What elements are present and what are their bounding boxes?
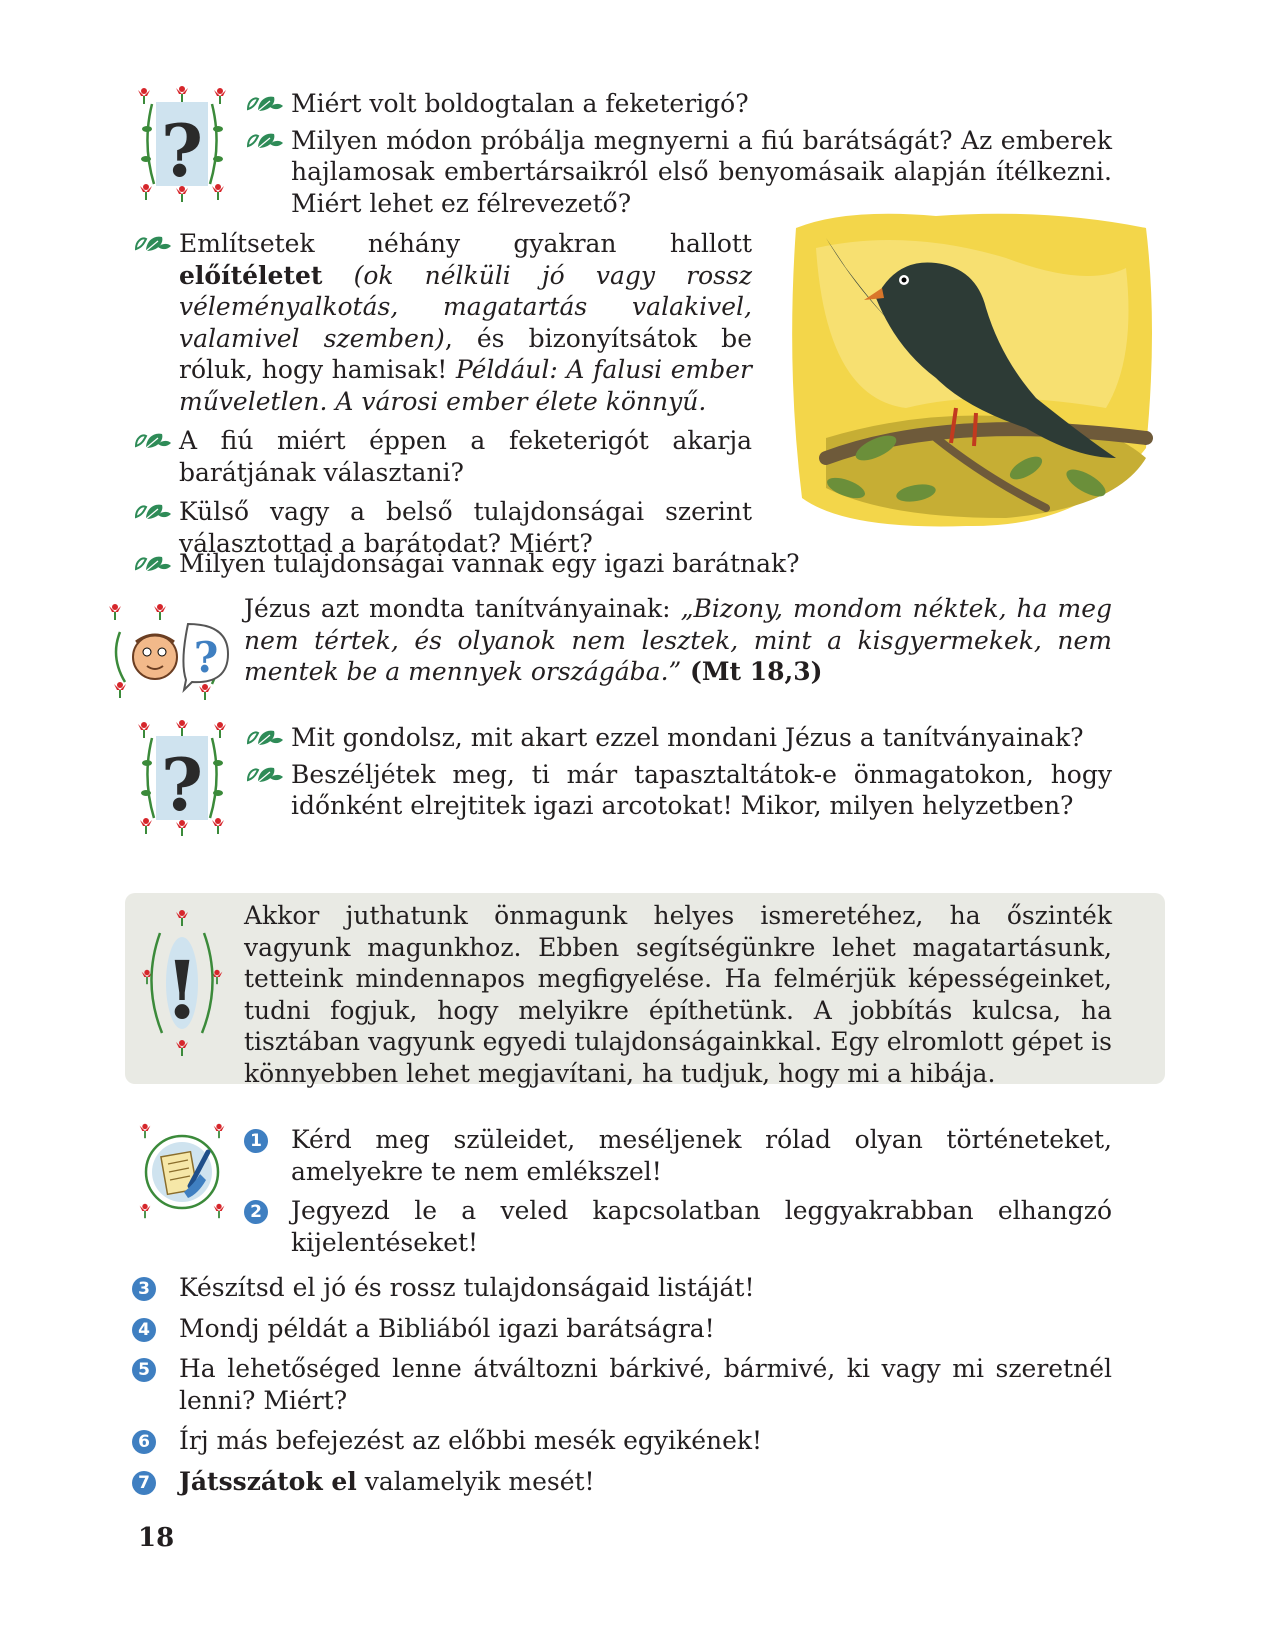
question-group-1 xyxy=(244,88,1112,219)
question-mark-floral-icon xyxy=(132,718,232,838)
question-item xyxy=(132,425,752,488)
task-item xyxy=(132,1313,1112,1345)
task-text: Készítsd el jó és rossz tulajdonságaid listáját! xyxy=(179,1273,755,1302)
exclamation-floral-icon xyxy=(132,908,232,1058)
bible-quote xyxy=(244,593,1112,688)
task-item xyxy=(132,1466,1112,1498)
question-text: Milyen tulajdonságai vannak egy igazi barátnak? xyxy=(179,549,800,578)
task-list-top xyxy=(244,1124,1112,1258)
leaf-bullet-icon xyxy=(244,93,284,115)
quote-lead: Jézus azt mondta tanítványainak: xyxy=(244,594,681,623)
task-number-badge: 5 xyxy=(132,1358,156,1382)
task-item xyxy=(132,1425,1112,1457)
leaf-bullet-icon xyxy=(244,764,284,786)
svg-text:!: ! xyxy=(164,943,200,1037)
writing-hand-icon xyxy=(132,1122,232,1222)
key-term: előítéletet xyxy=(179,260,323,290)
task-list-bottom xyxy=(132,1272,1112,1497)
question-text: Említsetek néhány gyakran hallott xyxy=(179,229,752,258)
task-number-badge: 1 xyxy=(244,1129,268,1153)
task-text: Mondj példát a Bibliából igazi barátságra! xyxy=(179,1313,715,1343)
task-item xyxy=(244,1195,1112,1258)
task-number-badge: 6 xyxy=(132,1430,156,1454)
question-group-2 xyxy=(132,228,752,559)
task-number-badge: 4 xyxy=(132,1318,156,1342)
question-text: Külső vagy a belső tulajdonságai szerint választottad a barátodat? Miért? xyxy=(179,497,752,558)
leaf-bullet-icon xyxy=(132,430,172,452)
task-item xyxy=(132,1272,1112,1304)
leaf-bullet-icon xyxy=(132,501,172,523)
question-mark-floral-icon xyxy=(132,84,232,204)
question-text: Mit gondolsz, mit akart ezzel mondani Jézus a tanítványainak? xyxy=(291,723,1084,752)
task-text: valamelyik mesét! xyxy=(356,1466,595,1496)
svg-text:?: ? xyxy=(160,742,204,827)
task-text: Ha lehetőséged lenne átváltozni bárkivé, bármivé, ki vagy mi szeretnél lenni? Miért? xyxy=(179,1354,1112,1415)
task-text: Jegyezd le a veled kapcsolatban leggyakrabban elhangzó kijelentéseket! xyxy=(291,1196,1112,1257)
svg-text:?: ? xyxy=(193,633,219,682)
question-item xyxy=(132,548,932,580)
leaf-bullet-icon xyxy=(244,727,284,749)
task-item xyxy=(244,1124,1112,1187)
leaf-bullet-icon xyxy=(132,553,172,575)
question-item xyxy=(244,759,1112,822)
leaf-bullet-icon xyxy=(244,130,284,152)
task-number-badge: 2 xyxy=(244,1200,268,1224)
quote-reference: (Mt 18,3) xyxy=(681,657,823,686)
example-text: Például: A falusi ember műveletlen. A városi ember élete könnyű. xyxy=(179,355,753,416)
task-number-badge: 3 xyxy=(132,1277,156,1301)
term-definition: (ok nélküli jó vagy rossz véleményalkotás, magatartás valakivel, valamivel szemben) xyxy=(179,260,752,353)
question-text: A fiú miért éppen a feketerigót akarja barátjának választani? xyxy=(179,426,752,487)
quote-text: „Bizony, mondom néktek, ha meg nem tértek, és olyanok nem lesztek, mint a kisgyermekek, nem mentek be a mennyek országába.” xyxy=(244,594,1113,686)
note-text: Akkor juthatunk önmagunk helyes ismeretéhez, ha őszinték vagyunk magunkhoz. Ebben segítségünkre lehet magatartásunk, tetteink mindennapos megfigyelése. Ha felmérjük képességeinket, tudni fogjuk, hogy melyikre építhetünk. A jobbítás kulcsa, ha tisztában vagyunk egyedi tulajdonságainkkal. Egy elromlott gépet is könnyebben lehet megjavítani, ha tudjuk, hogy mi a hibája. xyxy=(244,901,1112,1088)
question-item xyxy=(244,125,1112,220)
question-item-inner xyxy=(132,548,932,580)
child-face-question-icon xyxy=(100,602,235,702)
question-text: Miért volt boldogtalan a feketerigó? xyxy=(291,89,749,118)
question-item xyxy=(244,88,1112,120)
question-text: , és bizonyítsátok be róluk, hogy hamisak! xyxy=(179,323,752,384)
task-text-bold: Játsszátok el xyxy=(179,1466,357,1496)
question-item xyxy=(132,228,752,417)
task-number-badge: 7 xyxy=(132,1471,156,1495)
question-item xyxy=(244,722,1112,754)
question-text: Beszéljétek meg, ti már tapasztaltátok-e önmagatokon, hogy időnként elrejtitek igazi arcotokat! Mikor, milyen helyzetben? xyxy=(291,759,1112,820)
task-item xyxy=(132,1353,1112,1416)
question-text: Milyen módon próbálja megnyerni a fiú barátságát? Az emberek hajlamosak embertársaikról első benyomásaik alapján ítélkezni. Miért lehet ez félrevezető? xyxy=(291,125,1112,218)
page-number: 18 xyxy=(138,1523,175,1553)
leaf-bullet-icon xyxy=(132,233,172,255)
svg-text:?: ? xyxy=(160,108,204,193)
task-text: Kérd meg szüleidet, meséljenek rólad olyan történeteket, amelyekre te nem emlékszel! xyxy=(291,1125,1112,1186)
question-group-3 xyxy=(244,722,1112,822)
task-text: Írj más befejezést az előbbi mesék egyikének! xyxy=(179,1426,763,1455)
blackbird-illustration xyxy=(786,208,1158,538)
